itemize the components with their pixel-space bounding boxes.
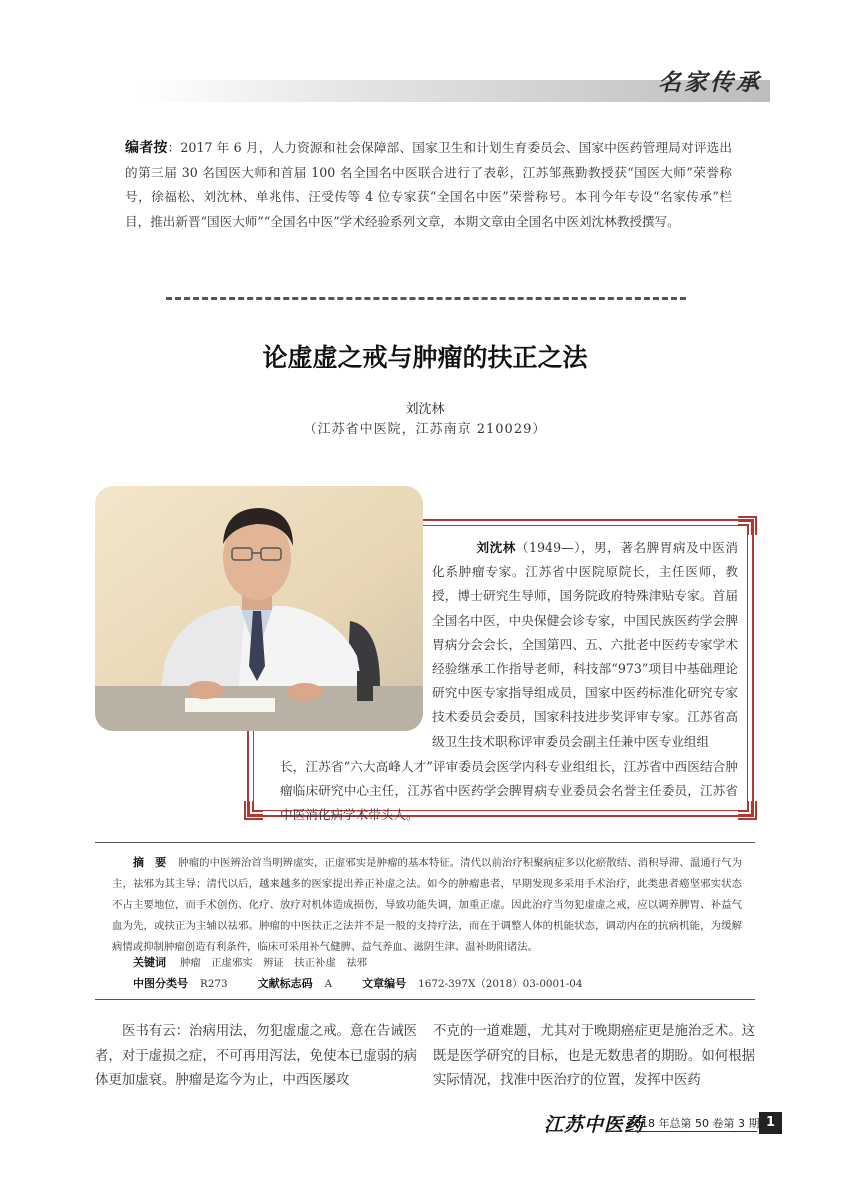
class-value: R273 xyxy=(200,978,228,990)
keywords-label: 关键词 xyxy=(133,956,166,969)
keywords-line xyxy=(133,954,367,970)
doc-code-label: 文献标志码 xyxy=(257,977,313,990)
issue-info: 2018 年总第 50 卷第 3 期 xyxy=(627,1117,760,1130)
article-number-value: 1672-397X（2018）03-0001-04 xyxy=(418,978,583,990)
footer-rule xyxy=(627,1131,757,1132)
bio-text-top: （1949—），男，著名脾胃病及中医消化系肿瘤专家。江苏省中医院原院长，主任医师，教授，博士研究生导师，国务院政府特殊津贴专家。首届全国名中医，中央保健会诊专家，中国民族医药学会脾胃病分会会长，全国第四、五、六批老中医药专家学术经验继承工作指导老师，科技部“973”项目中基础理论研究中医专家指导组成员，国家中医药标准化研究专家技术委员会委员，国家科技进步奖评审专家。江苏省高级卫生技术职称评审委员会副主任兼中医专业组组 xyxy=(432,540,738,749)
abstract-text: 肿瘤的中医辨治首当明辨虚实，正虚邪实是肿瘤的基本特征。清代以前治疗积聚病症多以化瘀散结、消积导滞、温通行气为主，祛邪为其主导；清代以后，越来越多的医家提出养正补虚之法。如今的肿瘤患者，早期发现多采用手术治疗，此类患者癌坚邪实状态不占主要地位，而手术创伤、化疗、放疗对机体造成损伤，导致功能失调，加重正虚。因此治疗当勿犯虚虚之戒，应以调养脾胃、补益气血为先，或扶正为主辅以祛邪。肿瘤的中医扶正之法并不是一般的支持疗法，而在于调整人体的机能状态，调动内在的抗病机能，为缓解病情或抑制肿瘤创造有利条件，临床可采用补气健脾、益气养血、滋阴生津、温补助阳诸法。 xyxy=(112,857,742,953)
body-column-right: 不克的一道难题，尤其对于晚期癌症更是施治乏术。这既是医学研究的目标，也是无数患者的期盼。如何根据实际情况，找准中医治疗的位置，发挥中医药 xyxy=(433,1024,755,1088)
bio-name: 刘沈林 xyxy=(476,540,516,555)
abstract-top-rule xyxy=(95,842,755,843)
author-bio xyxy=(432,536,738,754)
abstract-label: 摘 要 xyxy=(133,856,167,869)
editor-note-text: ：2017 年 6 月，人力资源和社会保障部、国家卫生和计划生育委员会、国家中医药管理局对评选出的第三届 30 名国医大师和首届 100 名全国名中医联合进行了表彰，江苏邹燕勤教授获“国医大师”荣誉称号，徐福松、刘沈林、单兆伟、汪受传等 4 位专家获“全国名中医”荣誉称号。本刊今年专设“名家传承”栏目，推出新晋“国医大师”“全国名中医”学术经验系列文章，本期文章由全国名中医刘沈林教授撰写。 xyxy=(125,140,733,229)
bio-text-bottom: 长，江苏省“六大高峰人才”评审委员会医学内科专业组组长，江苏省中西医结合肿瘤临床研究中心主任，江苏省中医药学会脾胃病专业委员会名誉主任委员，江苏省中医消化病学术带头人。 xyxy=(280,759,738,823)
frame-corner-ornament xyxy=(243,799,265,821)
article-title: 论虚虚之戒与肿瘤的扶正之法 xyxy=(262,343,588,372)
article-author: 刘沈林 xyxy=(405,402,445,417)
abstract xyxy=(112,852,742,958)
page-number: 1 xyxy=(759,1112,782,1134)
author-affiliation: （江苏省中医院，江苏南京 210029） xyxy=(303,422,547,437)
class-label: 中图分类号 xyxy=(133,977,188,990)
editor-note-label: 编者按 xyxy=(125,140,168,156)
frame-corner-ornament xyxy=(736,799,758,821)
article-number-label: 文章编号 xyxy=(362,977,407,990)
abstract-bottom-rule xyxy=(95,999,755,1000)
journal-name: 江苏中医药 xyxy=(544,1114,645,1136)
author-portrait-photo xyxy=(95,486,423,731)
column-title: 名家传承 xyxy=(658,70,762,96)
section-divider xyxy=(166,297,686,300)
frame-corner-ornament xyxy=(736,515,758,537)
classification-line xyxy=(133,975,583,991)
doc-code-value: A xyxy=(324,978,333,990)
keywords-value: 肿瘤 正虚邪实 辨证 扶正补虚 祛邪 xyxy=(180,957,368,969)
body-column-left: 医书有云：治病用法，勿犯虚虚之戒。意在告诫医者，对于虚损之症，不可再用泻法，免使本已虚弱的病体更加虚衰。肿瘤是迄今为止，中西医屡攻 xyxy=(95,1024,417,1088)
editor-note xyxy=(125,136,732,234)
